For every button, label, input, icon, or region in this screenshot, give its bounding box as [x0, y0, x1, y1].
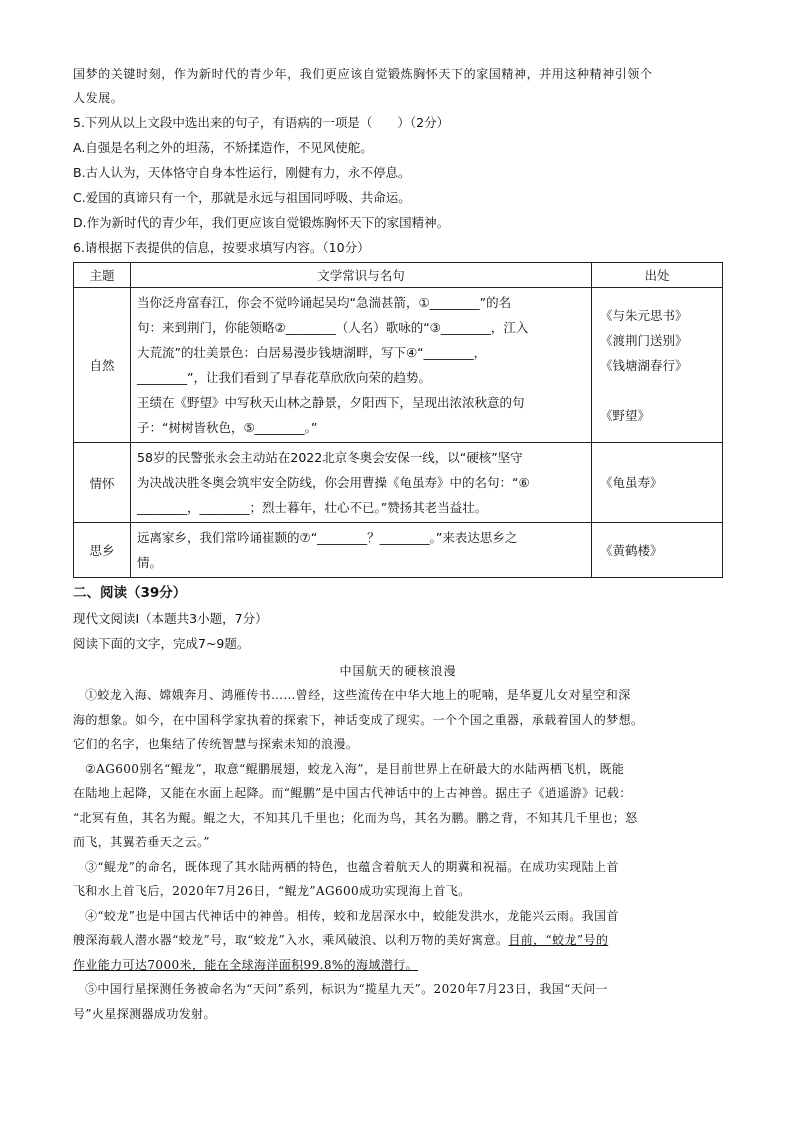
paragraph-line: 海的想象。如今，在中国科学家执着的探索下，神话变成了现实。一个个国之重器，承载着国人的梦想。 — [73, 712, 644, 727]
content-line: 为决战决胜冬奥会筑牢安全防线，你会用曹操《龟虽寿》中的名句：“⑥ — [137, 475, 530, 490]
content-line: 远离家乡，我们常吟诵崔颢的⑦“________？________。”来表达思乡之 — [137, 530, 518, 545]
source-item: 《黄鹤楼》 — [600, 542, 663, 558]
article-paragraph-3 — [73, 855, 723, 904]
paragraph-line: 它们的名字，也集结了传统智慧与探索未知的浪漫。 — [73, 737, 359, 751]
intro-line-1: 国梦的关键时刻，作为新时代的青少年，我们更应该自觉锻炼胸怀天下的家国精神，并用这种精神引领个 — [73, 67, 653, 81]
paragraph-line — [73, 928, 723, 953]
source-feelings — [592, 443, 723, 523]
source-item: 《龟虽寿》 — [600, 475, 663, 490]
paragraph-line: 在陆地上起降，又能在水面上起降。而“鲲鹏”是中国古代神话中的上古神兽。据庄子《逍遥游》记载： — [73, 786, 632, 800]
theme-nature: 自然 — [74, 288, 131, 443]
article-title: 中国航天的硬核浪漫 — [339, 664, 457, 678]
header-theme: 主题 — [74, 263, 131, 288]
paragraph-line: ③“鲲龙”的命名，既体现了其水陆两栖的特色，也蕴含着航天人的期冀和祝福。在成功实现陆上首 — [85, 859, 619, 874]
table-header-row — [74, 263, 723, 288]
paragraph-line: ⑤中国行星探测任务被命名为“天问”系列，标识为“揽星九天”。2020年7月23日，我国“天问一 — [85, 982, 608, 996]
intro-line-2: 人发展。 — [73, 91, 124, 105]
question-6 — [73, 235, 723, 578]
question-5 — [73, 110, 723, 235]
section-reading — [73, 580, 723, 1026]
table-row-homesick — [74, 523, 723, 578]
table-row-nature — [74, 288, 723, 443]
paragraph-line: 飞和水上首飞后，2020年7月26日，“鲲龙”AG600成功实现海上首飞。 — [73, 884, 471, 898]
literature-table — [73, 262, 723, 578]
content-line: ________，________；烈士暮年，壮心不已。”赞扬其老当益壮。 — [137, 500, 488, 515]
article-paragraph-2 — [73, 757, 723, 855]
content-feelings — [131, 443, 592, 523]
content-line: 王绩在《野望》中写秋天山林之静景，夕阳西下，呈现出浓浓秋意的句 — [137, 395, 525, 410]
theme-homesick: 思乡 — [74, 523, 131, 578]
exam-page — [73, 62, 723, 1026]
q5-option-c: C.爱国的真谛只有一个，那就是永远与祖国同呼吸、共命运。 — [73, 190, 411, 205]
section-instruction: 阅读下面的文字，完成7~9题。 — [73, 636, 250, 651]
q5-stem: 5.下列从以上文段中选出来的句子，有语病的一项是（ ）（2分） — [73, 115, 450, 130]
paragraph-line: “北冥有鱼，其名为鲲。鲲之大，不知其几千里也；化而为鸟，其名为鹏。鹏之背，不知其几千里也；怒 — [73, 810, 638, 825]
paragraph-line: ④“蛟龙”也是中国古代神话中的神兽。相传，蛟和龙居深水中，蛟能发洪水，龙能兴云雨。我国首 — [85, 908, 619, 923]
article-paragraph-5 — [73, 977, 723, 1026]
content-line: ________”，让我们看到了早春花草欣欣向荣的趋势。 — [137, 370, 431, 385]
q5-option-d: D.作为新时代的青少年，我们更应该自觉锻炼胸怀天下的家国精神。 — [73, 215, 450, 230]
theme-feelings: 情怀 — [74, 443, 131, 523]
content-nature — [131, 288, 592, 443]
source-item: 《与朱元思书》 — [600, 307, 688, 323]
content-line: 大荒流”的壮美景色：白居易漫步钱塘湖畔，写下④“________， — [137, 345, 487, 360]
header-content: 文学常识与名句 — [131, 263, 592, 288]
source-item — [600, 378, 714, 403]
content-line: 58岁的民警张永会主动站在2022北京冬奥会安保一线，以“硬核”坚守 — [137, 450, 523, 465]
source-item: 《野望》 — [600, 407, 651, 423]
table-row-feelings — [74, 443, 723, 523]
q5-option-a: A.自强是名利之外的坦荡，不矫揉造作，不见风使舵。 — [73, 140, 373, 155]
paragraph-line: 号”火星探测器成功发射。 — [73, 1006, 216, 1021]
underlined-sentence: 目前，“蛟龙”号的 — [508, 933, 609, 947]
source-item: 《渡荆门送别》 — [600, 332, 688, 348]
section-heading: 二、阅读（39分） — [73, 585, 187, 601]
paragraph-text: 艘深海载人潜水器“蛟龙”号，取“蛟龙”入水，乘风破浪、以利万物的美好寓意。 — [73, 933, 509, 947]
header-source: 出处 — [592, 263, 723, 288]
underlined-sentence-continued: 作业能力可达7000米，能在全球海洋面积99.8%的海域潜行。 — [73, 957, 419, 972]
source-homesick — [592, 523, 723, 578]
article-paragraph-1 — [73, 683, 723, 757]
paragraph-line: 而飞，其翼若垂天之云。” — [73, 835, 210, 849]
paragraph-line: ②AG600别名“鲲龙”，取意“鲲鹏展翅，蛟龙入海”，是目前世界上在研最大的水陆两栖飞机，既能 — [85, 761, 625, 776]
section-subheading: 现代文阅读Ⅰ（本题共3小题，7分） — [73, 611, 268, 626]
article-paragraph-4 — [73, 904, 723, 978]
source-item: 《钱塘湖春行》 — [600, 357, 688, 373]
q5-option-b: B.古人认为，天体恪守自身本性运行，刚健有力，永不停息。 — [73, 165, 411, 180]
content-line: 当你泛舟富春江，你会不觉吟诵起吴均“急湍甚箭，①________”的名 — [137, 295, 512, 310]
content-homesick — [131, 523, 592, 578]
content-line: 子：“树树皆秋色，⑤________。” — [137, 420, 318, 435]
q6-stem: 6.请根据下表提供的信息，按要求填写内容。（10分） — [73, 240, 370, 255]
content-line: 情。 — [137, 555, 163, 570]
source-nature — [592, 288, 723, 443]
paragraph-line: ①蛟龙入海、嫦娥奔月、鸿雁传书……曾经，这些流传在中华大地上的呢喃，是华夏儿女对星空和深 — [85, 688, 631, 702]
content-line: 句：来到荆门，你能领略②________（人名）歌咏的“③________，江入 — [137, 320, 529, 335]
